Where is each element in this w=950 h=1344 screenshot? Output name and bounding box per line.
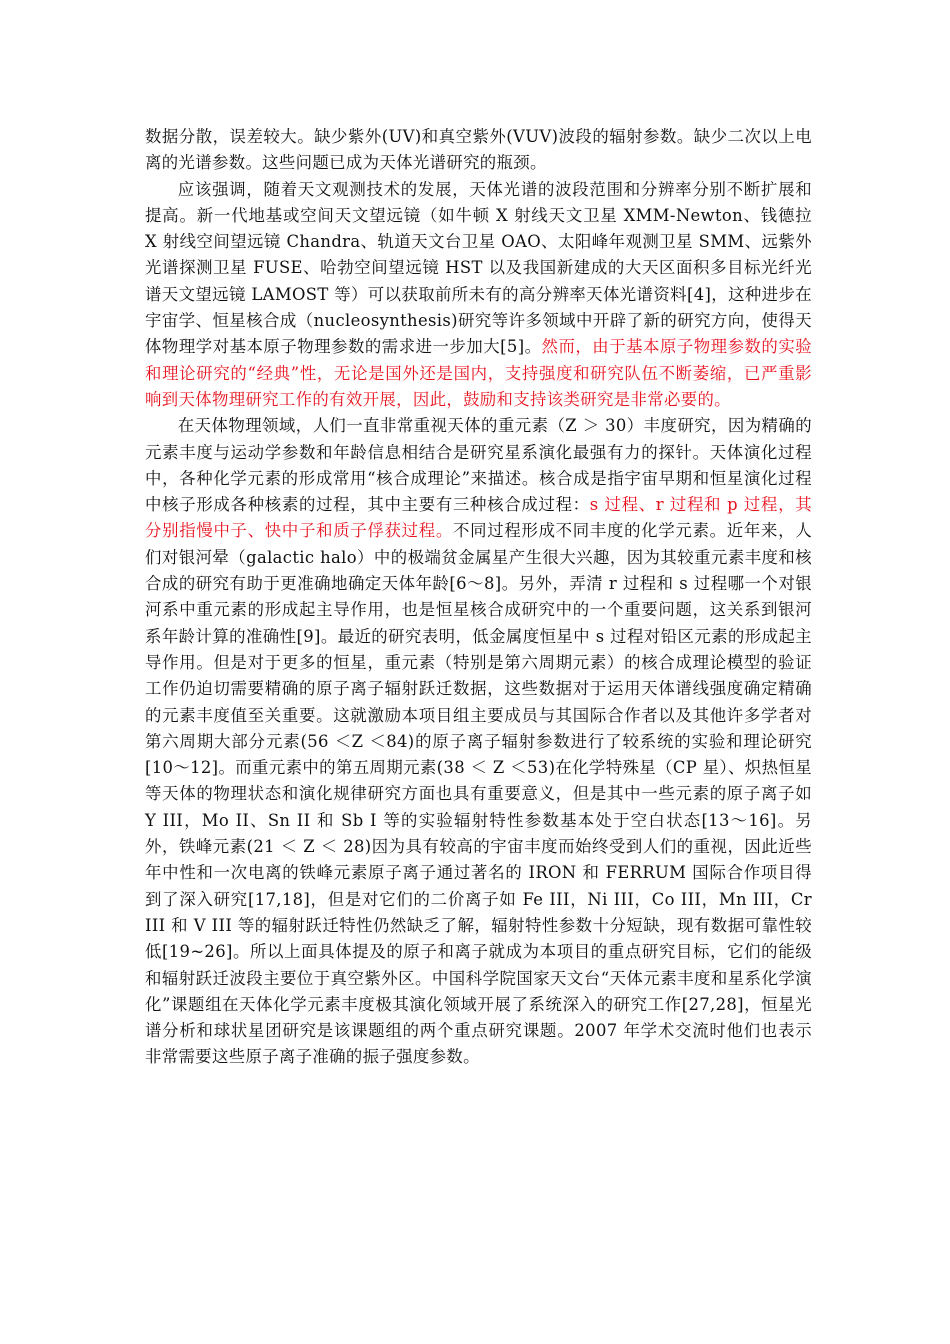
paragraph-3-text-end: 不同过程形成不同丰度的化学元素。近年来，人们对银河晕（galactic halo）中的极端贫金属星产生很大兴趣，因为其较重元素丰度和核合成的研究有助于更准确地确定天体年龄[6～8]。另外，弄清 r 过程和 s 过程哪一个对银河系中重元素的形成起主导作用，也是恒星核合成研究中的一个重要问题，这关系到银河系年龄计算的准确性[9]。最近的研究表明，低金属度恒星中 s 过程对铅区元素的形成起主导作用。但是对于更多的恒星，重元素（特别是第六周期元素）的核合成理论模型的验证工作仍迫切需要精确的原子离子辐射跃迁数据，这些数据对于运用天体谱线强度确定精确的元素丰度值至关重要。这就激励本项目组主要成员与其国际合作者以及其他许多学者对第六周期大部分元素(56 ＜Z ＜84)的原子离子辐射参数进行了较系统的实验和理论研究[10～12]。而重元素中的第五周期元素(38 ＜ Z ＜53)在化学特殊星（CP 星）、炽热恒星等天体的物理状态和演化规律研究方面也具有重要意义，但是其中一些元素的原子离子如 Y III，Mo II、Sn II 和 Sb I 等的实验辐射特性参数基本处于空白状态[13～16]。另外，铁峰元素(21 ＜ Z ＜ 28)因为具有较高的宇宙丰度而始终受到人们的重视，因此近些年中性和一次电离的铁峰元素原子离子通过著名的 IRON 和 FERRUM 国际合作项目得到了深入研究[17,18]，但是对它们的二价离子如 Fe III，Ni III，Co III，Mn III，Cr III 和 V III 等的辐射跃迁特性仍然缺乏了解，辐射特性参数十分短缺，现有数据可靠性较低[19~26]。所以上面具体提及的原子和离子就成为本项目的重点研究目标，它们的能级和辐射跃迁波段主要位于真空紫外区。中国科学院国家天文台“天体元素丰度和星系化学演化”课题组在天体化学元素丰度极其演化领域开展了系统深入的研究工作[27,28]，恒星光谱分析和球状星团研究是该课题组的两个重点研究课题。2007 年学术交流时他们也表示非常需要这些原子离子准确的振子强度参数。 (145, 521, 812, 1067)
paragraph-3-text-start: 在天体物理领域，人们一直非常重视天体的重元素（Z ＞ 30）丰度研究，因为精确的元素丰度与运动学参数和年龄信息相结合是研究星系演化最强有力的探针。天体演化过程中，各种化学元素的形成常用“核合成理论”来描述。核合成是指宇宙早期和恒星演化过程中核子形成各种核素的过程，其中主要有三种核合成过程： (145, 416, 812, 515)
paragraph-1-text: 数据分散，误差较大。缺少紫外(UV)和真空紫外(VUV)波段的辐射参数。缺少二次以上电离的光谱参数。这些问题已成为天体光谱研究的瓶颈。 (145, 127, 812, 173)
paragraph-3-highlight: s 过程、r 过程和 p 过程，其分别指慢中子、快中子和质子俘获过程。 (145, 495, 812, 541)
document-body (145, 124, 812, 1071)
paragraph-2-text: 应该强调，随着天文观测技术的发展，天体光谱的波段范围和分辨率分别不断扩展和提高。新一代地基或空间天文望远镜（如牛顿 X 射线天文卫星 XMM-Newton、钱德拉 X 射线空间望远镜 Chandra、轨道天文台卫星 OAO、太阳峰年观测卫星 SMM、远紫外光谱探测卫星 FUSE、哈勃空间望远镜 HST 以及我国新建成的大天区面积多目标光纤光谱天文望远镜 LAMOST 等）可以获取前所未有的高分辨率天体光谱资料[4]，这种进步在宇宙学、恒星核合成（nucleosynthesis)研究等许多领域中开辟了新的研究方向，使得天体物理学对基本原子物理参数的需求进一步加大[5]。 (145, 179, 812, 357)
paragraph-2-highlight: 然而，由于基本原子物理参数的实验和理论研究的“经典”性，无论是国外还是国内，支持强度和研究队伍不断萎缩，已严重影响到天体物理研究工作的有效开展，因此，鼓励和支持该类研究是非常必要的。 (145, 337, 812, 409)
paragraph-2 (145, 177, 812, 414)
paragraph-1 (145, 124, 812, 177)
paragraph-3 (145, 413, 812, 1070)
